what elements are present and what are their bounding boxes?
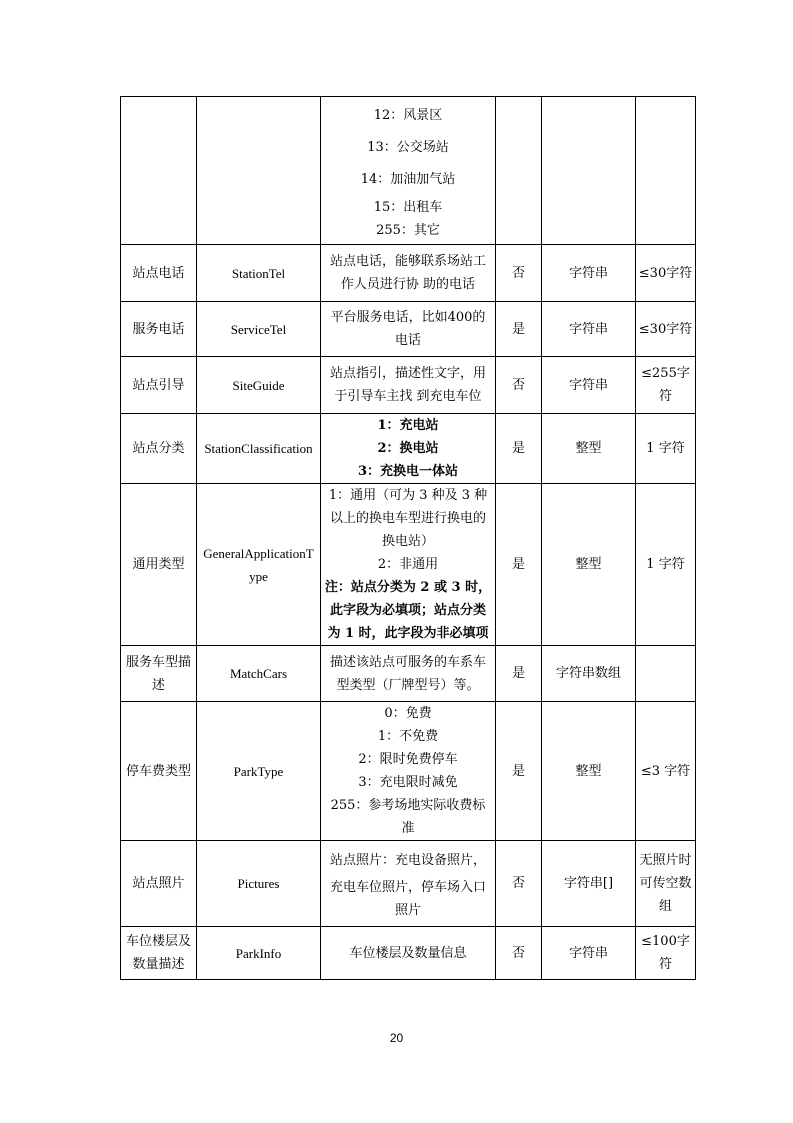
cell-name: 站点照片: [121, 841, 197, 927]
cell-type: 字符串: [542, 357, 636, 414]
desc-line: 于引导车主找 到充电车位: [334, 389, 482, 404]
desc-line: 3：充换电一体站: [357, 464, 459, 479]
cell-length: 1 字符: [636, 484, 696, 646]
table-row: [121, 245, 696, 302]
cell-length: [636, 97, 696, 245]
name-line: 数量描述: [132, 957, 185, 972]
cell-name: [121, 646, 197, 702]
desc-line: 车位楼层及数量信息: [349, 945, 467, 961]
desc-line: 描述该站点可服务的车系车: [329, 654, 486, 670]
cell-name: 通用类型: [121, 484, 197, 646]
cell-desc: [321, 357, 496, 414]
desc-line: 255：参考场地实际收费标: [330, 798, 486, 813]
cell-field: Pictures: [197, 841, 321, 927]
desc-line: 2：换电站: [377, 441, 439, 456]
cell-name: [121, 927, 197, 980]
desc-line: 站点指引，描述性文字，用: [329, 366, 486, 381]
cell-desc: [321, 841, 496, 927]
name-line: 服务车型描: [125, 654, 191, 670]
cell-required: 是: [496, 414, 542, 484]
cell-desc: [321, 245, 496, 302]
cell-type: 整型: [542, 702, 636, 841]
cell-length: ≤3 字符: [636, 702, 696, 841]
cell-type: 整型: [542, 414, 636, 484]
table-row: [121, 302, 696, 357]
cell-required: 否: [496, 841, 542, 927]
desc-line: 充电车位照片，停车场入口: [329, 879, 486, 895]
table-row: [121, 927, 696, 980]
cell-desc: [321, 302, 496, 357]
desc-line: 换电站）: [381, 534, 434, 549]
cell-required: 是: [496, 646, 542, 702]
cell-field: ParkType: [197, 702, 321, 841]
cell-name: 站点电话: [121, 245, 197, 302]
page-number: 20: [389, 1031, 404, 1045]
desc-line: 站点电话，能够联系场站工: [329, 254, 486, 269]
cell-field: ServiceTel: [197, 302, 321, 357]
table-row: [121, 97, 696, 245]
cell-required: 是: [496, 302, 542, 357]
desc-line: 255：其它: [376, 222, 440, 238]
cell-required: 是: [496, 484, 542, 646]
cell-required: [496, 97, 542, 245]
length-line: 组: [658, 899, 672, 914]
cell-desc: [321, 97, 496, 245]
desc-line: 站点照片：充电设备照片，: [329, 852, 486, 868]
cell-name: 站点引导: [121, 357, 197, 414]
field-line: ype: [249, 568, 268, 584]
cell-required: 是: [496, 702, 542, 841]
cell-required: 否: [496, 245, 542, 302]
field-line: GeneralApplicationT: [203, 545, 314, 561]
cell-name: [121, 97, 197, 245]
desc-line: 1：不免费: [377, 729, 439, 744]
desc-line: 13：公交场站: [367, 139, 449, 155]
table-row: [121, 414, 696, 484]
note-line: 此字段为必填项；站点分类: [329, 603, 486, 618]
desc-line: 14：加油加气站: [360, 171, 456, 187]
desc-line: 3：充电限时减免: [358, 775, 458, 790]
spec-table: [120, 96, 696, 980]
cell-length: [636, 841, 696, 927]
cell-field: [197, 484, 321, 646]
cell-required: 否: [496, 357, 542, 414]
cell-desc: [321, 484, 496, 646]
cell-type: 字符串[]: [542, 841, 636, 927]
desc-line: 以上的换电车型进行换电的: [329, 511, 486, 526]
desc-line: 平台服务电话，比如400的: [330, 310, 486, 325]
name-line: 车位楼层及: [125, 934, 191, 949]
table-row: [121, 646, 696, 702]
cell-type: 整型: [542, 484, 636, 646]
table-row: [121, 484, 696, 646]
cell-length: ≤100字符: [636, 927, 696, 980]
desc-line: 1：充电站: [377, 418, 439, 433]
cell-desc: [321, 414, 496, 484]
name-line: 述: [151, 677, 165, 693]
cell-type: 字符串: [542, 302, 636, 357]
cell-length: [636, 646, 696, 702]
desc-line: 2：非通用: [377, 557, 439, 572]
desc-line: 2：限时免费停车: [358, 752, 458, 767]
cell-field: StationClassification: [197, 414, 321, 484]
cell-field: SiteGuide: [197, 357, 321, 414]
cell-length: ≤30字符: [636, 245, 696, 302]
cell-desc: [321, 702, 496, 841]
cell-field: ParkInfo: [197, 927, 321, 980]
cell-length: 1 字符: [636, 414, 696, 484]
length-line: 无照片时: [639, 853, 692, 868]
cell-field: [197, 97, 321, 245]
cell-desc: [321, 927, 496, 980]
cell-name: 服务电话: [121, 302, 197, 357]
desc-line: 照片: [394, 902, 421, 918]
desc-line: 15：出租车: [373, 199, 443, 215]
desc-line: 12：风景区: [373, 107, 443, 123]
cell-name: 停车费类型: [121, 702, 197, 841]
desc-line: 0：免费: [384, 706, 432, 721]
table-row: [121, 841, 696, 927]
cell-length: ≤30字符: [636, 302, 696, 357]
cell-field: StationTel: [197, 245, 321, 302]
desc-line: 准: [401, 821, 415, 836]
cell-type: 字符串: [542, 245, 636, 302]
table-row: [121, 357, 696, 414]
length-line: 可传空数: [639, 876, 692, 891]
cell-required: 否: [496, 927, 542, 980]
cell-length: ≤255字符: [636, 357, 696, 414]
desc-line: 1：通用（可为 3 种及 3 种: [328, 488, 488, 503]
cell-desc: [321, 646, 496, 702]
desc-line: 型类型（厂牌型号）等。: [336, 677, 480, 693]
table-row: [121, 702, 696, 841]
cell-type: 字符串: [542, 927, 636, 980]
cell-type: [542, 97, 636, 245]
desc-line: 电话: [394, 333, 421, 348]
desc-line: 作人员进行协 助的电话: [340, 277, 476, 292]
note-line: 注：站点分类为 2 或 3 时，: [324, 580, 492, 595]
cell-type: 字符串数组: [542, 646, 636, 702]
cell-field: MatchCars: [197, 646, 321, 702]
cell-name: 站点分类: [121, 414, 197, 484]
note-line: 为 1 时，此字段为非必填项: [327, 626, 489, 641]
